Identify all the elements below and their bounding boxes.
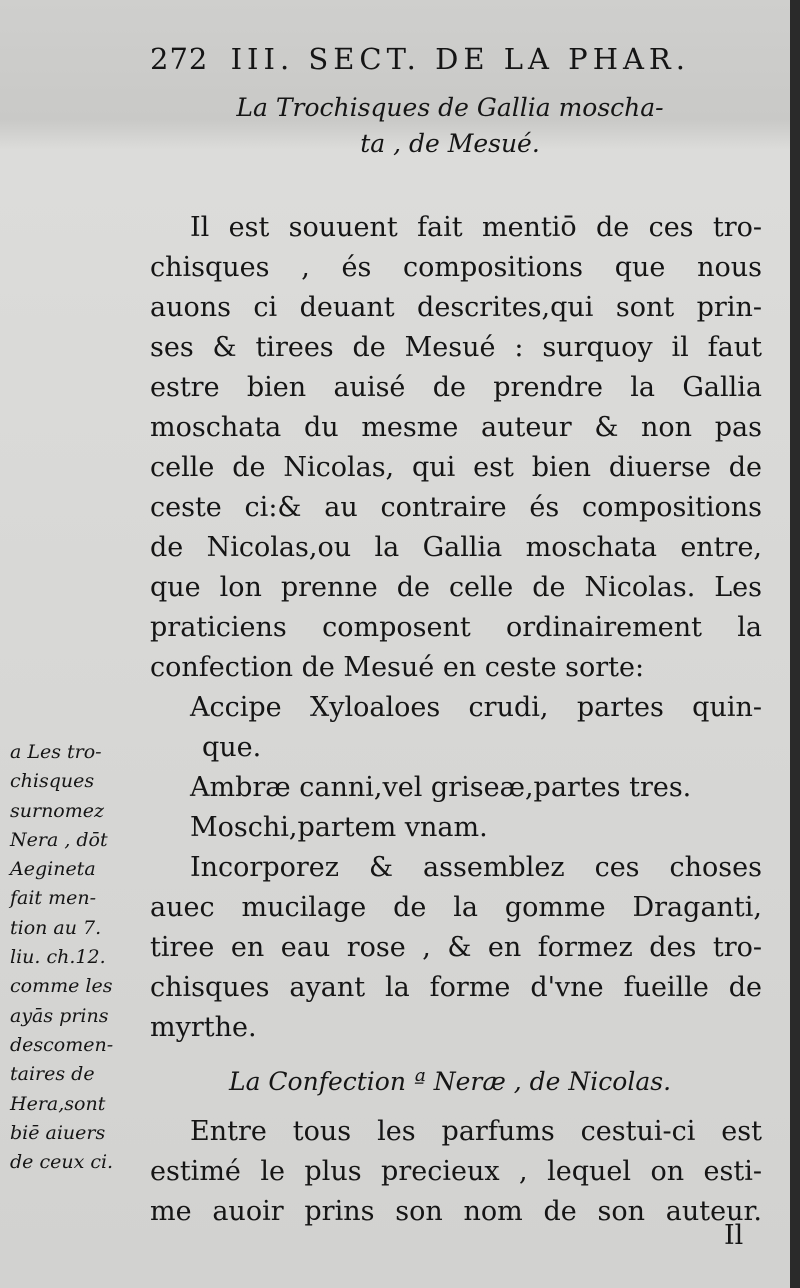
- recipe-line: que.: [202, 732, 262, 763]
- page-number: 272: [150, 42, 209, 76]
- text-line: confection de Mesué en ceste sorte:: [150, 652, 645, 683]
- text-line: me auoir prins son nom de son auteur.: [150, 1196, 762, 1227]
- marginal-note-line: comme les: [10, 975, 113, 998]
- text-line: auons ci deuant descrites,qui sont prin-: [150, 292, 762, 323]
- text-line: Incorporez & assemblez ces choses: [190, 852, 762, 883]
- text-line: que lon prenne de celle de Nicolas. Les: [150, 572, 762, 603]
- text-line: Entre tous les parfums cestui-ci est: [190, 1116, 762, 1147]
- recipe-line: Accipe Xyloaloes crudi, partes quin-: [190, 692, 762, 723]
- section-title-trochisques: [150, 90, 750, 162]
- catchword: Il: [724, 1220, 744, 1251]
- marginal-note-line: chisques: [10, 770, 95, 793]
- paragraph-trochisques: [150, 208, 762, 1048]
- text-line: chisques , és compositions que nous: [150, 252, 762, 283]
- text-line: chisques ayant la forme d'vne fueille de: [150, 972, 762, 1003]
- text-line: estre bien auisé de prendre la Gallia: [150, 372, 762, 403]
- running-title: III. SECT. DE LA PHAR.: [230, 42, 690, 76]
- paragraph-confection: [150, 1112, 762, 1232]
- recipe-line: Ambræ canni,vel griseæ,partes tres.: [190, 772, 692, 803]
- text-line: ceste ci:& au contraire és compositions: [150, 492, 762, 523]
- text-line: myrthe.: [150, 1012, 257, 1043]
- marginal-note-line: Aegineta: [10, 858, 96, 881]
- recipe-line: Moschi,partem vnam.: [190, 812, 488, 843]
- marginal-note-line: a Les tro-: [10, 741, 102, 763]
- marginal-note-line: tion au 7.: [10, 916, 102, 939]
- text-line: moschata du mesme auteur & non pas: [150, 412, 762, 443]
- text-line: ses & tirees de Mesué : surquoy il faut: [150, 332, 762, 363]
- marginal-note-line: de ceux ci.: [10, 1151, 114, 1174]
- marginal-note-line: descomen-: [10, 1033, 114, 1056]
- text-line: auec mucilage de la gomme Draganti,: [150, 892, 762, 923]
- text-line: estimé le plus precieux , lequel on esti-: [150, 1156, 762, 1187]
- marginal-note-line: liu. ch.12.: [10, 946, 106, 969]
- marginal-note-line: fait men-: [10, 887, 97, 910]
- marginal-note-line: Nera , dōt: [10, 828, 108, 851]
- text-line: de Nicolas,ou la Gallia moschata entre,: [150, 532, 762, 563]
- text-line: tiree en eau rose , & en formez des tro-: [150, 932, 762, 963]
- marginal-note-line: Hera,sont: [10, 1092, 106, 1115]
- marginal-note: [10, 738, 150, 1177]
- marginal-note-line: biē aiuers: [10, 1121, 106, 1144]
- running-header: [150, 42, 710, 76]
- marginal-note-line: surnomez: [10, 799, 105, 822]
- marginal-note-line: taires de: [10, 1063, 95, 1086]
- text-line: praticiens composent ordinairement la: [150, 612, 762, 643]
- section-title-confection: La Confection ª Neræ , de Nicolas.: [228, 1067, 672, 1096]
- text-line: celle de Nicolas, qui est bien diuerse de: [150, 452, 762, 483]
- text-line: Il est souuent fait mentiō de ces tro-: [190, 212, 762, 243]
- section-title-line: La Trochisques de Gallia moscha-: [236, 93, 664, 122]
- marginal-note-line: ayās prins: [10, 1004, 109, 1027]
- section-title-line: ta , de Mesué.: [360, 129, 540, 158]
